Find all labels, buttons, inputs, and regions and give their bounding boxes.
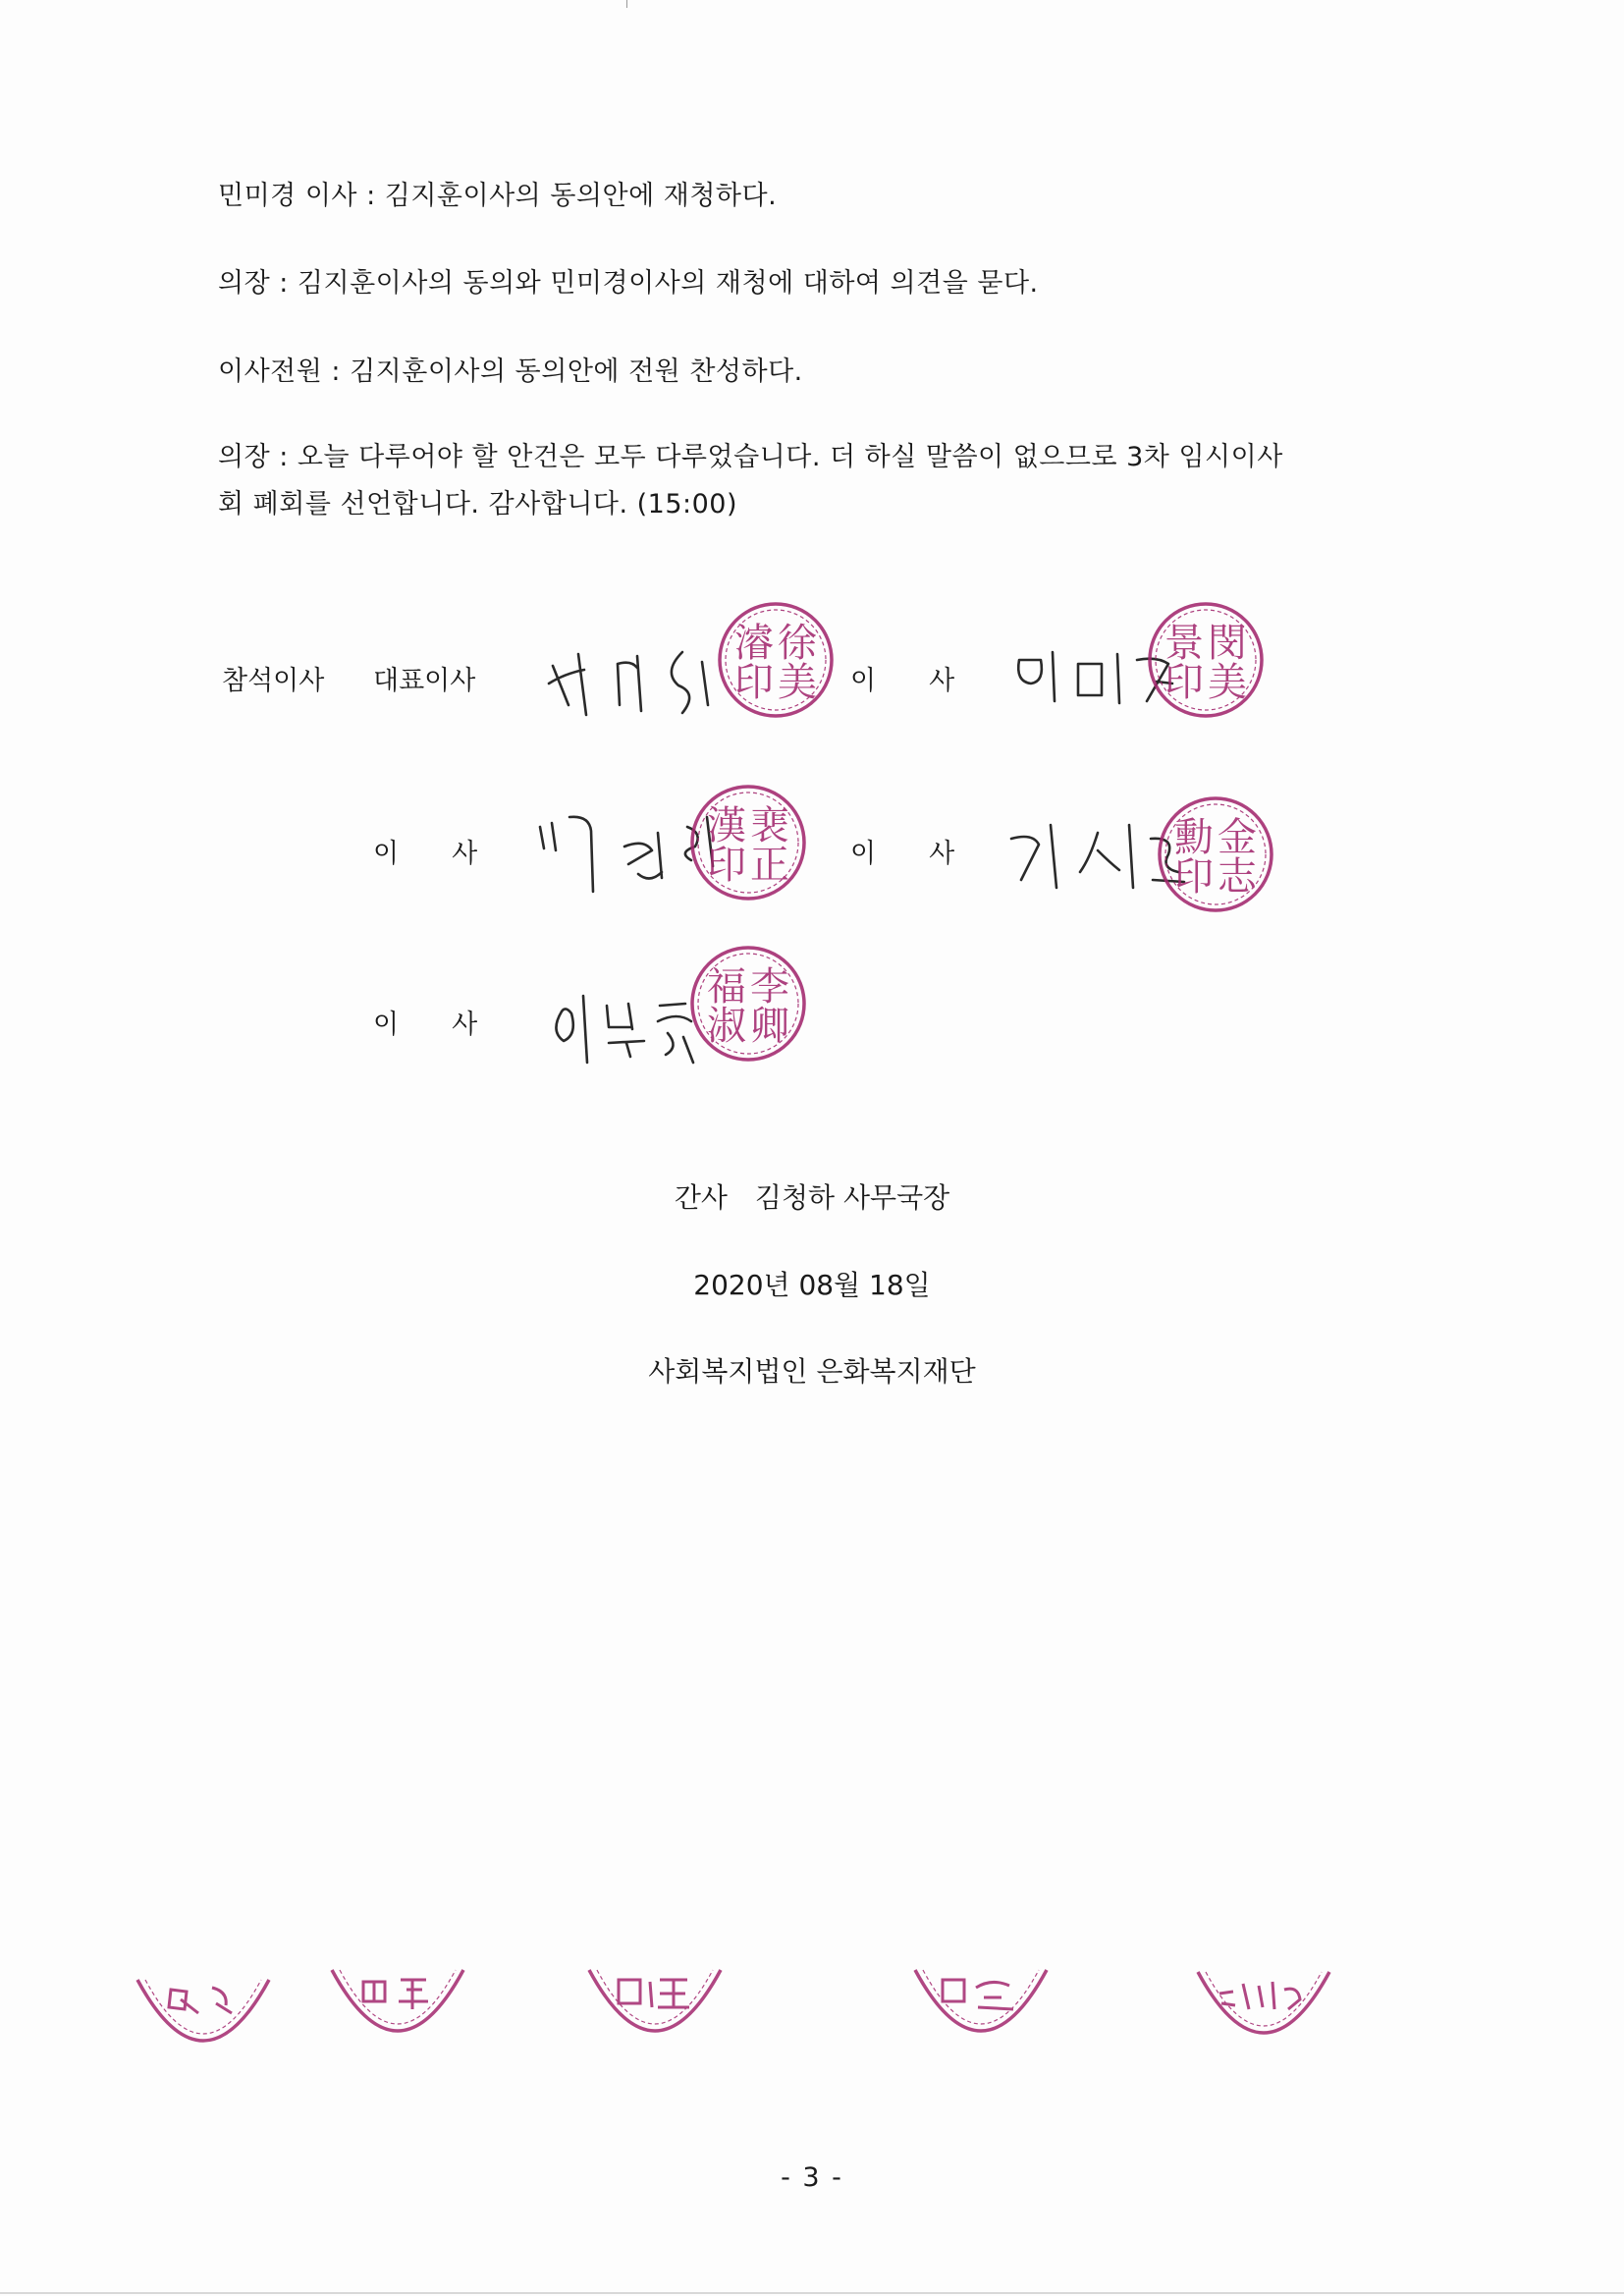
director-lee-seal — [687, 943, 809, 1065]
director-kim-title: 이 사 — [850, 839, 955, 869]
director-min-seal-char-3: 景 — [1164, 621, 1204, 666]
ceo-title: 대표이사 — [373, 666, 476, 696]
director-kim-seal — [1155, 793, 1276, 915]
director-lee-seal-char-4: 淑 — [707, 1004, 746, 1049]
attending-directors-label: 참석이사 — [222, 666, 325, 696]
minutes-paragraph-1: 민미경 이사 : 김지훈이사의 동의안에 재청하다. — [218, 181, 778, 211]
page-number: - 3 - — [781, 2162, 843, 2193]
overlap-seal-impression-4 — [907, 1968, 1055, 2047]
director-lee-handwritten-signature — [550, 982, 707, 1070]
director-lee-seal-char-2: 卿 — [750, 1004, 789, 1049]
director-lee-seal-char-3: 福 — [707, 964, 746, 1010]
director-bae-seal-char-4: 印 — [707, 843, 746, 888]
ceo-handwritten-signature — [535, 636, 741, 721]
minutes-paragraph-2: 의장 : 김지훈이사의 동의와 민미경이사의 재청에 대하여 의견을 묻다. — [218, 268, 1039, 299]
director-lee-seal-char-1: 李 — [750, 964, 789, 1010]
director-min-seal-char-1: 閔 — [1208, 621, 1247, 666]
overlap-seal-impression-5 — [1190, 1970, 1337, 2049]
overlap-seal-impression-3 — [581, 1968, 729, 2047]
director-min-seal — [1145, 599, 1267, 721]
director-bae-seal-char-3: 漢 — [707, 803, 746, 848]
scan-mark — [626, 0, 627, 8]
scan-edge-line — [0, 2292, 1624, 2294]
secretary-line: 간사 김청하 사무국장 — [674, 1181, 950, 1214]
meeting-date: 2020년 08월 18일 — [693, 1269, 931, 1301]
director-bae-seal — [687, 782, 809, 903]
director-min-title: 이 사 — [850, 666, 955, 696]
director-kim-seal-char-2: 志 — [1218, 854, 1257, 900]
director-kim-seal-char-1: 金 — [1218, 815, 1257, 860]
director-bae-seal-char-2: 正 — [750, 843, 789, 888]
director-bae-seal-char-1: 裵 — [750, 803, 789, 848]
overlap-seal-impression-2 — [324, 1968, 471, 2047]
ceo-seal-char-2: 美 — [778, 660, 817, 705]
minutes-paragraph-4: 의장 : 오늘 다루어야 할 안건은 모두 다루었습니다. 더 하실 말씀이 없으므로 3차 임시이사 회 폐회를 선언합니다. 감사합니다. (15:00) — [218, 442, 1283, 519]
ceo-seal — [715, 599, 837, 721]
organization-name: 사회복지법인 은화복지재단 — [648, 1355, 976, 1388]
minutes-paragraph-3: 이사전원 : 김지훈이사의 동의안에 전원 찬성하다. — [218, 356, 803, 387]
director-bae-title: 이 사 — [373, 839, 478, 869]
director-kim-seal-char-4: 印 — [1174, 854, 1214, 900]
director-min-seal-char-4: 印 — [1164, 660, 1204, 705]
director-kim-seal-char-3: 勳 — [1174, 815, 1214, 860]
ceo-seal-char-4: 印 — [734, 660, 774, 705]
director-min-seal-char-2: 美 — [1208, 660, 1247, 705]
ceo-seal-char-3: 濬 — [734, 621, 774, 666]
overlap-seal-impression-1 — [130, 1974, 277, 2052]
ceo-seal-char-1: 徐 — [778, 621, 817, 666]
director-lee-title: 이 사 — [373, 1010, 478, 1040]
